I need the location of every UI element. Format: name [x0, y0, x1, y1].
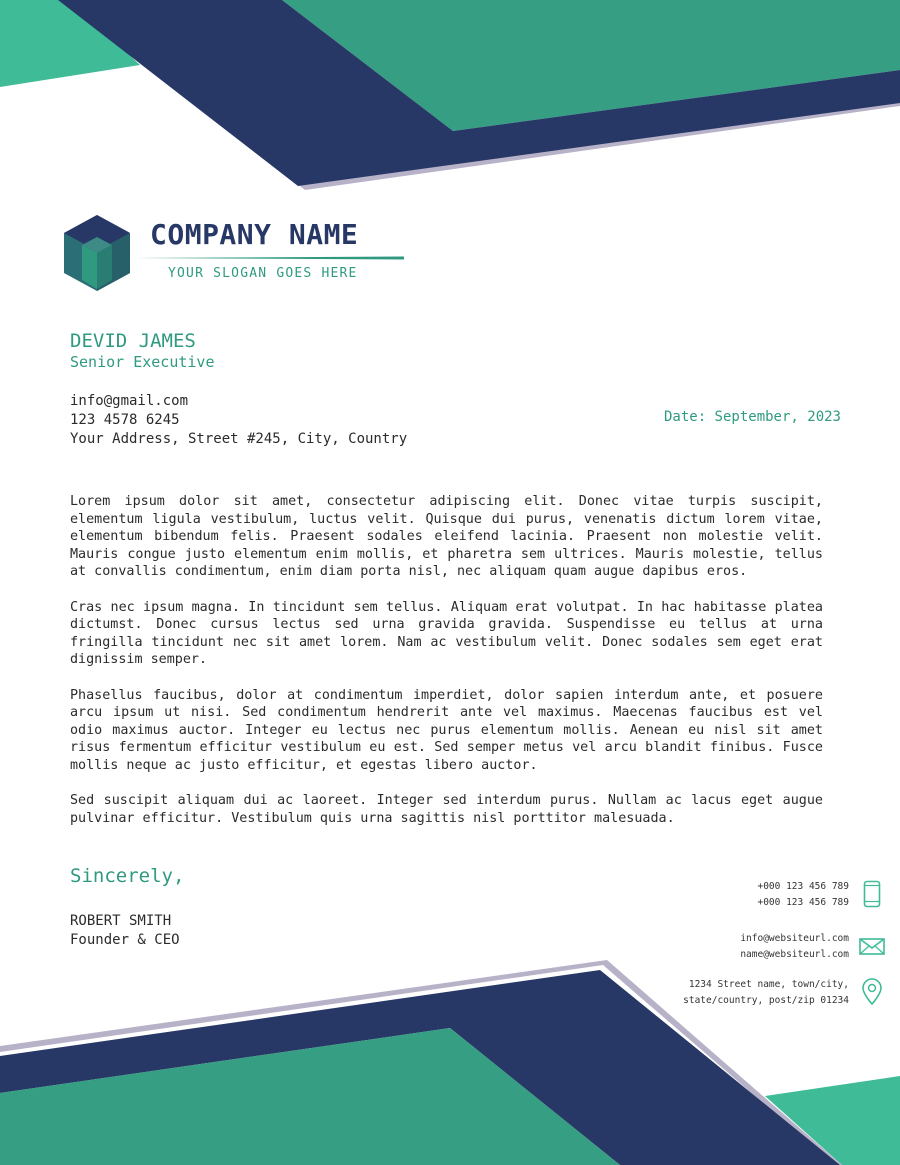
sender-name: DEVID JAMES	[70, 330, 196, 352]
footer-email: info@websiteurl.com	[740, 933, 849, 944]
sender-address: Your Address, Street #245, City, Country	[70, 431, 408, 447]
body-paragraph: Cras nec ipsum magna. In tincidunt sem tellus. Aliquam erat volutpat. In hac habitasse platea dictumst. Donec cursus lectus sed urna gravida gravida. Suspendisse eu tellus at urna fringilla tincidunt nec sit amet lorem. Nam ac vestibulum velit. Donec sodales sem eget erat dignissim semper.	[70, 599, 823, 668]
footer-email: name@websiteurl.com	[740, 949, 849, 960]
company-name: COMPANY NAME	[150, 218, 359, 251]
footer-phone: +000 123 456 789	[757, 881, 849, 892]
body-paragraph: Sed suscipit aliquam dui ac laoreet. Integer sed interdum purus. Nullam ac lacus eget augue pulvinar efficitur. Vestibulum quis urna sagittis nisl porttitor malesuada.	[70, 793, 823, 826]
footer-emails	[740, 931, 849, 963]
sender-phone: 123 4578 6245	[70, 412, 180, 428]
logo-underline	[134, 256, 404, 260]
signer-name: ROBERT SMITH	[70, 913, 172, 929]
sender-title: Senior Executive	[70, 353, 215, 371]
letter-body	[70, 493, 823, 845]
signature-block	[70, 912, 180, 950]
mail-icon	[858, 932, 886, 960]
company-slogan: YOUR SLOGAN GOES HERE	[168, 266, 358, 281]
footer-banner	[0, 960, 900, 1165]
signer-title: Founder & CEO	[70, 932, 180, 948]
sender-email: info@gmail.com	[70, 393, 189, 409]
closing-salutation: Sincerely,	[70, 865, 185, 887]
phone-icon	[858, 880, 886, 908]
footer-phones	[757, 879, 849, 911]
footer-address-line: 1234 Street name, town/city,	[688, 979, 849, 990]
body-paragraph: Lorem ipsum dolor sit amet, consectetur adipiscing elit. Donec vitae turpis suscipit, elementum ligula vestibulum, luctus velit. Quisque dui purus, venenatis dictum lorem vitae, elementum bibendum felis. Praesent sodales eleifend lacinia. Praesent non molestie velit. Mauris congue justo elementum enim mollis, et pharetra sem ultrices. Mauris molestie, tellus at convallis condimentum, enim diam porta nisl, nec aliquam quam augue dapibus eros.	[70, 494, 823, 580]
hexagon-cube-icon	[62, 214, 132, 292]
body-paragraph: Phasellus faucibus, dolor at condimentum imperdiet, dolor sapien interdum ante, et posuere arcu ipsum ut nisi. Sed condimentum hendrerit ante vel maximus. Maecenas faucibus est vel odio maximus auctor. Integer eu lectus nec purus elementum mollis. Aenean eu nisl sit amet risus fermentum efficitur vestibulum eu est. Sed semper metus vel arcu blandit finibus. Fusce mollis neque ac justo efficitur, et egestas libero auctor.	[70, 687, 823, 773]
header-banner	[0, 0, 900, 200]
footer-phone: +000 123 456 789	[757, 897, 849, 908]
footer-address-line: state/country, post/zip 01234	[683, 995, 849, 1006]
letter-date: Date: September, 2023	[663, 409, 841, 425]
sender-contact	[70, 392, 407, 449]
